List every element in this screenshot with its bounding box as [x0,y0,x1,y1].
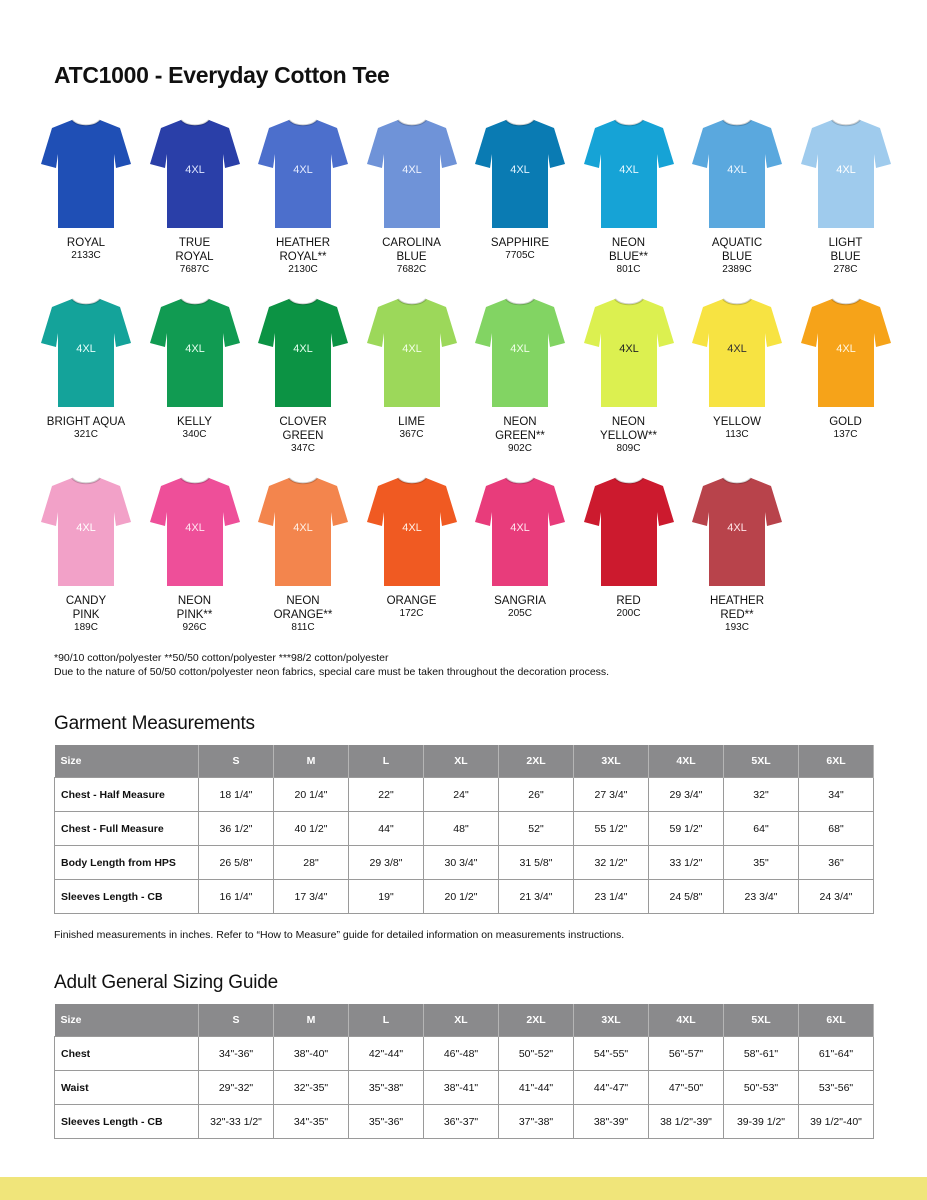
color-swatch [470,476,570,620]
pantone-code: 278C [833,264,858,275]
size-tag: 4XL [727,522,747,534]
color-name: ROYAL [66,237,106,249]
tshirt-icon [800,297,892,409]
tshirt-icon [366,297,458,409]
table-cell: 35" [724,846,799,880]
table-cell: 36"-37" [424,1105,499,1139]
row-label: Waist [55,1071,199,1105]
neon-care-note: Due to the nature of 50/50 cotton/polyester neon fabrics, special care must be taken throughout the decoration process. [54,666,610,678]
color-swatch [687,118,787,276]
table-cell: 34"-35" [274,1105,349,1139]
tshirt-icon [40,118,132,230]
pantone-code: 200C [616,608,641,619]
pantone-code: 193C [725,622,749,633]
table-cell: 50"-53" [724,1071,799,1105]
tshirt-icon [257,297,349,409]
table-cell: 19" [349,880,424,914]
size-tag: 4XL [184,522,205,534]
size-tag: 4XL [184,164,205,176]
table-cell: 39 1/2"-40" [799,1105,874,1139]
pantone-code: 801C [616,264,641,275]
tshirt-icon [257,476,349,588]
tshirt-icon [583,118,675,230]
color-swatch [36,118,136,262]
table-cell: 58"-61" [724,1037,799,1071]
table-header-row [55,745,874,778]
pantone-code: 2130C [288,264,318,275]
table-cell: 56"-57" [649,1037,724,1071]
table-cell: 35"-38" [349,1071,424,1105]
size-tag: 4XL [510,164,530,176]
table-cell: 29"-32" [199,1071,274,1105]
size-tag: 4XL [618,343,639,355]
table-cell: 52" [499,812,574,846]
color-name: GOLD [829,416,862,428]
size-tag: 4XL [293,343,313,355]
column-header: S [199,745,274,778]
table-row [55,846,874,880]
sizing-guide-table [54,1004,874,1139]
size-tag: 4XL [184,343,205,355]
table-cell: 17 3/4" [274,880,349,914]
table-cell: 61"-64" [799,1037,874,1071]
column-header: M [274,1004,349,1037]
color-swatch [36,297,136,441]
color-swatch [579,118,679,276]
table-cell: 36" [799,846,874,880]
color-name: SAPPHIRE [490,237,550,249]
fabric-notes [54,651,609,679]
size-tag: 4XL [727,343,747,355]
table-cell: 37"-38" [499,1105,574,1139]
table-cell: 44"-47" [574,1071,649,1105]
size-tag: 4XL [401,343,422,355]
tshirt-icon [583,476,675,588]
sizing-guide-title: Adult General Sizing Guide [54,972,278,993]
tshirt-icon [583,297,675,409]
tshirt-icon [40,297,132,409]
size-tag: 4XL [835,343,856,355]
table-cell: 34"-36" [199,1037,274,1071]
color-name: NEON YELLOW** [600,416,657,442]
table-cell: 64" [724,812,799,846]
tshirt-icon [149,118,241,230]
table-cell: 27 3/4" [574,778,649,812]
pantone-code: 902C [508,443,532,454]
table-cell: 47"-50" [649,1071,724,1105]
column-header: S [199,1004,274,1037]
column-header: Size [55,745,199,778]
footer-bar [0,1177,927,1200]
color-swatch [362,118,462,276]
color-name: NEON BLUE** [609,237,648,263]
column-header: 4XL [649,745,724,778]
color-swatch [145,297,245,441]
table-cell: 16 1/4" [199,880,274,914]
column-header: XL [424,745,499,778]
column-header: M [274,745,349,778]
tshirt-icon [691,118,783,230]
color-name: LIME [398,416,425,428]
color-swatch [470,118,570,262]
color-name: HEATHER RED** [709,595,765,621]
color-name: AQUATIC BLUE [711,237,763,263]
row-label: Sleeves Length - CB [55,1105,199,1139]
column-header: Size [55,1004,199,1037]
tshirt-icon [149,297,241,409]
color-swatch [687,297,787,441]
table-cell: 55 1/2" [574,812,649,846]
pantone-code: 7682C [396,264,427,275]
color-swatch [362,476,462,620]
pantone-code: 2389C [722,264,752,275]
color-swatch [362,297,462,441]
color-name: BRIGHT AQUA [46,416,126,428]
table-cell: 40 1/2" [274,812,349,846]
color-swatch [579,476,679,620]
table-cell: 48" [424,812,499,846]
table-cell: 54"-55" [574,1037,649,1071]
table-cell: 44" [349,812,424,846]
color-name: NEON ORANGE** [273,595,333,621]
color-swatch [796,297,896,441]
pantone-code: 7687C [179,264,210,275]
color-name: CANDY PINK [65,595,107,621]
page-title: ATC1000 - Everyday Cotton Tee [54,62,390,88]
table-cell: 20 1/4" [274,778,349,812]
tshirt-icon [474,118,566,230]
tshirt-icon [474,476,566,588]
table-cell: 24 5/8" [649,880,724,914]
pantone-code: 367C [399,429,424,440]
color-name: KELLY [177,416,212,428]
color-swatch [796,118,896,276]
table-cell: 18 1/4" [199,778,274,812]
column-header: 6XL [799,1004,874,1037]
table-cell: 31 5/8" [499,846,574,880]
size-tag: 4XL [76,522,96,534]
size-tag: 4XL [401,522,422,534]
size-tag: 4XL [510,343,530,355]
table-cell: 50"-52" [499,1037,574,1071]
table-row [55,778,874,812]
pantone-code: 189C [74,622,98,633]
pantone-code: 7705C [505,250,535,261]
row-label: Chest - Half Measure [55,778,199,812]
color-swatch [253,476,353,634]
table-row [55,812,874,846]
garment-measurements-title: Garment Measurements [54,713,255,734]
size-tag: 4XL [835,164,856,176]
table-cell: 26 5/8" [199,846,274,880]
size-tag: 4XL [293,164,313,176]
tshirt-body [584,478,674,586]
table-cell: 33 1/2" [649,846,724,880]
table-cell: 26" [499,778,574,812]
size-tag: 4XL [727,164,747,176]
table-row [55,880,874,914]
table-cell: 30 3/4" [424,846,499,880]
pantone-code: 926C [182,622,207,633]
row-label: Chest [55,1037,199,1071]
pantone-code: 113C [725,429,749,440]
table-cell: 32" [724,778,799,812]
color-name: HEATHER ROYAL** [275,237,331,263]
table-cell: 46"-48" [424,1037,499,1071]
table-cell: 53"-56" [799,1071,874,1105]
table-cell: 24 3/4" [799,880,874,914]
measurements-footnote: Finished measurements in inches. Refer to “How to Measure” guide for detailed information on measurements instructions. [54,929,625,941]
row-label: Sleeves Length - CB [55,880,199,914]
table-row [55,1071,874,1105]
garment-measurements-table [54,745,874,914]
color-swatch [470,297,570,455]
table-cell: 35"-36" [349,1105,424,1139]
tshirt-icon [257,118,349,230]
table-cell: 29 3/4" [649,778,724,812]
pantone-code: 340C [182,429,207,440]
color-swatch [579,297,679,455]
table-cell: 32"-35" [274,1071,349,1105]
color-swatch [145,118,245,276]
color-name: NEON GREEN** [495,416,545,442]
table-row [55,1037,874,1071]
size-tag: 4XL [510,522,530,534]
table-cell: 38"-40" [274,1037,349,1071]
row-label: Body Length from HPS [55,846,199,880]
tshirt-icon [366,118,458,230]
size-tag: 4XL [76,343,96,355]
table-cell: 38"-39" [574,1105,649,1139]
table-cell: 32 1/2" [574,846,649,880]
table-cell: 38"-41" [424,1071,499,1105]
tshirt-icon [149,476,241,588]
tshirt-icon [474,297,566,409]
table-cell: 41"-44" [499,1071,574,1105]
column-header: 5XL [724,1004,799,1037]
table-cell: 23 1/4" [574,880,649,914]
table-cell: 24" [424,778,499,812]
color-name: NEON PINK** [176,595,213,621]
column-header: 2XL [499,1004,574,1037]
tshirt-body [41,120,131,228]
column-header: 5XL [724,745,799,778]
pantone-code: 321C [74,429,98,440]
table-header-row [55,1004,874,1037]
pantone-code: 172C [399,608,424,619]
color-name: LIGHT BLUE [828,237,863,263]
table-cell: 28" [274,846,349,880]
table-cell: 22" [349,778,424,812]
color-name: RED [616,595,641,607]
column-header: XL [424,1004,499,1037]
color-name: CLOVER GREEN [279,416,327,442]
table-cell: 23 3/4" [724,880,799,914]
column-header: L [349,1004,424,1037]
table-cell: 59 1/2" [649,812,724,846]
column-header: 4XL [649,1004,724,1037]
size-tag: 4XL [618,164,639,176]
tshirt-icon [800,118,892,230]
table-row [55,1105,874,1139]
pantone-code: 811C [291,622,315,633]
pantone-code: 809C [616,443,641,454]
pantone-code: 347C [291,443,315,454]
column-header: 3XL [574,745,649,778]
tshirt-icon [691,476,783,588]
table-cell: 68" [799,812,874,846]
color-swatch [253,118,353,276]
color-swatch [36,476,136,634]
table-cell: 29 3/8" [349,846,424,880]
color-name: CAROLINA BLUE [382,237,441,263]
size-tag: 4XL [401,164,422,176]
table-cell: 34" [799,778,874,812]
tshirt-icon [691,297,783,409]
table-cell: 42"-44" [349,1037,424,1071]
color-name: YELLOW [713,416,761,428]
color-swatch [145,476,245,634]
color-name: SANGRIA [494,595,546,607]
column-header: 3XL [574,1004,649,1037]
color-swatch [687,476,787,634]
color-swatch [253,297,353,455]
tshirt-icon [40,476,132,588]
table-cell: 20 1/2" [424,880,499,914]
row-label: Chest - Full Measure [55,812,199,846]
fabric-blend-note: *90/10 cotton/polyester **50/50 cotton/polyester ***98/2 cotton/polyester [54,652,389,664]
pantone-code: 2133C [71,250,101,261]
size-tag: 4XL [293,522,313,534]
pantone-code: 137C [833,429,858,440]
color-name: TRUE ROYAL [175,237,214,263]
table-cell: 36 1/2" [199,812,274,846]
column-header: 2XL [499,745,574,778]
table-cell: 32"-33 1/2" [199,1105,274,1139]
tshirt-icon [366,476,458,588]
column-header: L [349,745,424,778]
pantone-code: 205C [508,608,532,619]
table-cell: 38 1/2"-39" [649,1105,724,1139]
column-header: 6XL [799,745,874,778]
table-cell: 39-39 1/2" [724,1105,799,1139]
color-name: ORANGE [386,595,437,607]
table-cell: 21 3/4" [499,880,574,914]
